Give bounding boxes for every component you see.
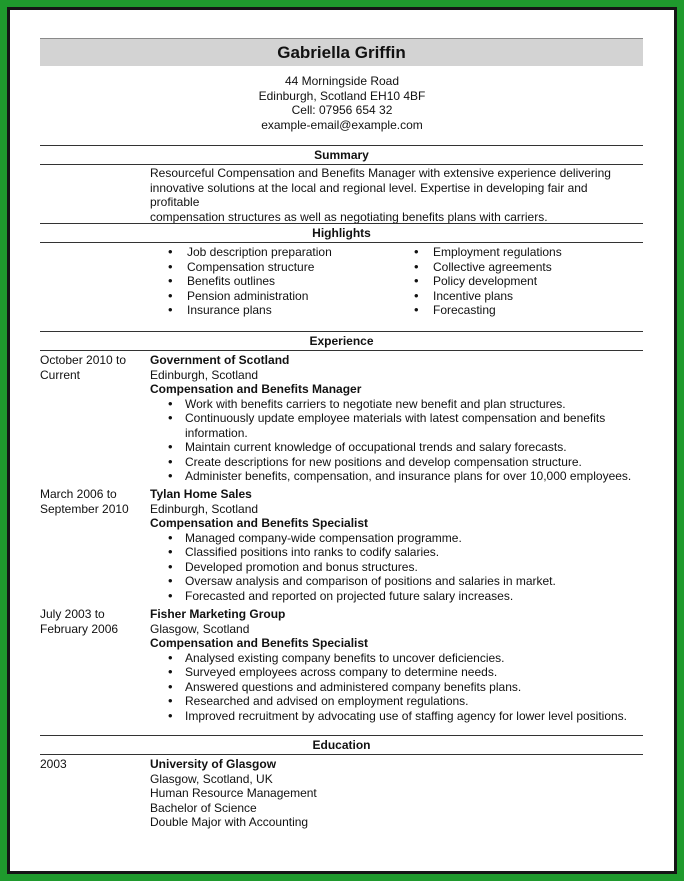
job-bullet: • Work with benefits carriers to negotiate new benefit and plan structures. [150, 397, 650, 412]
education-location: Glasgow, Scotland, UK [150, 771, 273, 786]
job-bullet: • Improved recruitment by advocating use of staffing agency for lower level positions. [150, 709, 650, 724]
job-title: Compensation and Benefits Specialist [150, 636, 369, 650]
summary-line: innovative solutions at the local and regional level. Expertise in developing fair and profitable [150, 180, 588, 209]
job-body [150, 607, 650, 723]
highlights-left-list [168, 245, 332, 318]
summary-heading: Summary [40, 145, 643, 165]
email-address: example-email@example.com [261, 117, 423, 132]
job-bullet: • Answered questions and administered company benefits plans. [150, 680, 650, 695]
job-location: Glasgow, Scotland [150, 621, 250, 636]
education-body [150, 757, 650, 830]
job-company: Tylan Home Sales [150, 487, 252, 501]
job-date-end: February 2006 [40, 621, 119, 636]
job-body [150, 353, 650, 484]
job-bullet: • Classified positions into ranks to codify salaries. [150, 545, 650, 560]
education-field: Human Resource Management [150, 786, 317, 800]
address-line-2: Edinburgh, Scotland EH10 4BF [258, 88, 426, 103]
summary-line: Resourceful Compensation and Benefits Manager with extensive experience delivering [150, 166, 611, 180]
education-heading: Education [40, 735, 643, 755]
job-date-start: October 2010 to [40, 353, 127, 367]
education-school: University of Glasgow [150, 757, 277, 771]
education-major: Double Major with Accounting [150, 815, 309, 829]
job-bullet: • Maintain current knowledge of occupational trends and salary forecasts. [150, 440, 650, 455]
job-date-end: Current [40, 367, 81, 382]
job-title: Compensation and Benefits Manager [150, 382, 362, 396]
contact-block [10, 74, 674, 132]
education-degree: Bachelor of Science [150, 800, 257, 815]
experience-heading: Experience [40, 331, 643, 351]
job-location: Edinburgh, Scotland [150, 367, 259, 382]
job-bullet: • Create descriptions for new positions and develop compensation structure. [150, 455, 650, 470]
job-bullets [150, 531, 650, 604]
highlights-heading: Highlights [40, 223, 643, 243]
job-bullet: • Continuously update employee materials with latest compensation and benefits information. [150, 411, 650, 440]
cell-phone: Cell: 07956 654 32 [291, 103, 393, 117]
highlight-item: • Compensation structure [168, 260, 332, 275]
job-company: Fisher Marketing Group [150, 607, 286, 621]
highlight-item: • Collective agreements [414, 260, 562, 275]
job-bullet: • Researched and advised on employment regulations. [150, 694, 650, 709]
highlight-item: • Insurance plans [168, 303, 332, 318]
job-dates [40, 353, 140, 382]
job-company: Government of Scotland [150, 353, 290, 367]
highlight-item: • Employment regulations [414, 245, 562, 260]
job-title: Compensation and Benefits Specialist [150, 516, 369, 530]
job-bullet: • Surveyed employees across company to determine needs. [150, 665, 650, 680]
job-bullet: • Forecasted and reported on projected future salary increases. [150, 589, 650, 604]
job-bullet: • Analysed existing company benefits to uncover deficiencies. [150, 651, 650, 666]
job-bullets [150, 651, 650, 724]
highlights-right-list [414, 245, 562, 318]
education-year: 2003 [40, 757, 67, 771]
job-bullet: • Developed promotion and bonus structures. [150, 560, 650, 575]
job-date-start: March 2006 to [40, 487, 117, 501]
highlight-item: • Forecasting [414, 303, 562, 318]
job-bullet: • Managed company-wide compensation programme. [150, 531, 650, 546]
resume-page [10, 10, 674, 871]
highlight-item: • Pension administration [168, 289, 332, 304]
job-date-start: July 2003 to [40, 607, 105, 621]
address-line-1: 44 Morningside Road [284, 74, 400, 88]
job-bullet: • Administer benefits, compensation, and insurance plans for over 10,000 employees. [150, 469, 650, 484]
highlight-item: • Benefits outlines [168, 274, 332, 289]
job-bullet: • Oversaw analysis and comparison of positions and salaries in market. [150, 574, 650, 589]
job-dates [40, 487, 140, 516]
job-dates [40, 607, 140, 636]
job-location: Edinburgh, Scotland [150, 501, 259, 516]
job-date-end: September 2010 [40, 501, 129, 516]
highlight-item: • Job description preparation [168, 245, 332, 260]
summary-text [150, 166, 620, 224]
highlight-item: • Incentive plans [414, 289, 562, 304]
summary-line: compensation structures as well as negotiating benefits plans with carriers. [150, 209, 548, 224]
job-body [150, 487, 650, 603]
job-bullets [150, 397, 650, 484]
resume-name: Gabriella Griffin [40, 38, 643, 66]
highlight-item: • Policy development [414, 274, 562, 289]
